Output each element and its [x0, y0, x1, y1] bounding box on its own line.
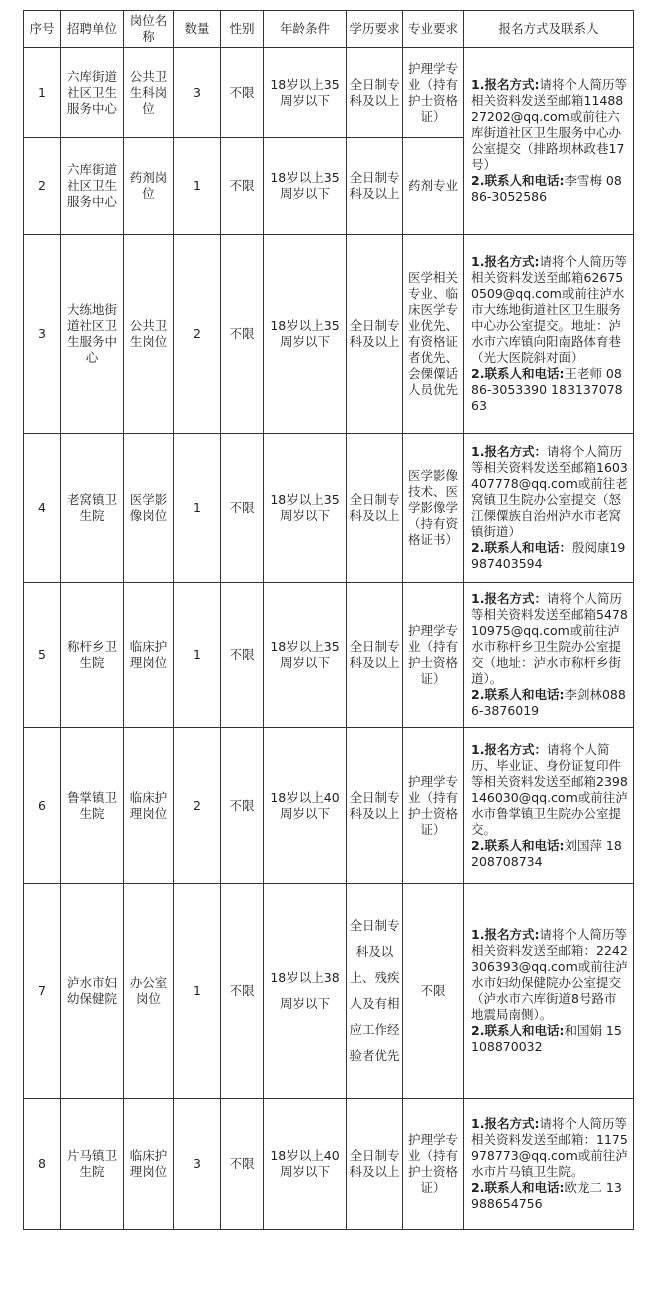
contact-text: 欧龙二 13988654756 [471, 1180, 622, 1211]
cell-no: 1 [24, 48, 61, 138]
cell-edu: 全日制专科及以上 [347, 583, 403, 728]
cell-count: 2 [174, 235, 221, 434]
cell-post: 药剂岗位 [124, 138, 174, 235]
cell-unit: 泸水市妇幼保健院 [61, 884, 124, 1099]
cell-post: 公共卫生岗位 [124, 235, 174, 434]
cell-count: 1 [174, 434, 221, 583]
cell-count: 1 [174, 583, 221, 728]
cell-contact [464, 1099, 634, 1230]
table-row [24, 884, 634, 1099]
cell-edu: 全日制专科及以上 [347, 728, 403, 884]
header-edu: 学历要求 [347, 11, 403, 48]
table-row [24, 583, 634, 728]
apply-label: 1.报名方式: [471, 254, 540, 269]
cell-unit: 鲁掌镇卫生院 [61, 728, 124, 884]
header-row [24, 11, 634, 48]
apply-text: 请将个人简历等相关资料发送至邮箱：1175978773@qq.com或前往泸水市片马镇卫生院。 [471, 1116, 628, 1179]
apply-text: 请将个人简历等相关资料发送至邮箱1148827202@qq.com或前往六库街道社区卫生服务中心办公室提交（排路坝林政巷17号） [471, 77, 627, 172]
cell-unit: 称杆乡卫生院 [61, 583, 124, 728]
apply-text: 请将个人简历等相关资料发送至邮箱547810975@qq.com或前往泸水市称杆乡卫生院办公室提交（地址：泸水市称杆乡街道）。 [471, 591, 628, 686]
apply-label: 1.报名方式: [471, 927, 540, 942]
cell-major: 医学影像技术、医学影像学（持有资格证书） [403, 434, 464, 583]
cell-no: 7 [24, 884, 61, 1099]
cell-no: 2 [24, 138, 61, 235]
table-row [24, 728, 634, 884]
cell-edu: 全日制专科及以上 [347, 48, 403, 138]
cell-edu: 全日制专科及以上 [347, 138, 403, 235]
header-count: 数量 [174, 11, 221, 48]
cell-gender: 不限 [221, 235, 264, 434]
cell-contact [464, 235, 634, 434]
cell-age: 18岁以上35周岁以下 [264, 583, 347, 728]
contact-label: 2.联系人和电话: [471, 1180, 565, 1195]
cell-contact [464, 728, 634, 884]
cell-contact [464, 583, 634, 728]
apply-label: 1.报名方式: [471, 77, 540, 92]
cell-major: 护理学专业（持有护士资格证） [403, 1099, 464, 1230]
cell-gender: 不限 [221, 884, 264, 1099]
cell-age: 18岁以上35周岁以下 [264, 434, 347, 583]
apply-text: 请将个人简历等相关资料发送至邮箱1603407778@qq.com或前往老窝镇卫生院办公室提交（怒江傈僳族自治州泸水市老窝镇街道） [471, 444, 628, 539]
cell-contact [464, 434, 634, 583]
cell-contact [464, 884, 634, 1099]
cell-gender: 不限 [221, 48, 264, 138]
cell-gender: 不限 [221, 583, 264, 728]
cell-post: 医学影像岗位 [124, 434, 174, 583]
contact-label: 2.联系人和电话: [471, 687, 565, 702]
header-contact: 报名方式及联系人 [464, 11, 634, 48]
cell-count: 3 [174, 48, 221, 138]
header-gender: 性别 [221, 11, 264, 48]
contact-text: 和国娟 15108870032 [471, 1023, 622, 1054]
cell-post: 临床护理岗位 [124, 1099, 174, 1230]
cell-age: 18岁以上40周岁以下 [264, 1099, 347, 1230]
contact-label: 2.联系人和电话: [471, 1023, 565, 1038]
cell-no: 6 [24, 728, 61, 884]
apply-label: 1.报名方式： [471, 741, 547, 757]
cell-edu: 全日制专科及以上、残疾人及有相应工作经验者优先 [347, 884, 403, 1099]
cell-gender: 不限 [221, 138, 264, 235]
cell-contact [464, 48, 634, 235]
contact-label: 2.联系人和电话: [471, 173, 565, 188]
contact-text: 王老师 0886-3053390 18313707863 [471, 366, 623, 413]
cell-unit: 老窝镇卫生院 [61, 434, 124, 583]
contact-text: 殷阅康19987403594 [471, 540, 626, 571]
cell-unit: 六库街道社区卫生服务中心 [61, 48, 124, 138]
contact-text: 李雪梅 0886-3052586 [471, 173, 622, 204]
contact-label: 2.联系人和电话: [471, 837, 565, 853]
apply-text: 请将个人简历等相关资料发送至邮箱626750509@qq.com或前往泸水市大练地街道社区卫生服务中心办公室提交。地址：泸水市六库镇向阳南路体育巷（光大医院斜对面） [471, 254, 627, 365]
apply-label: 1.报名方式: [471, 1116, 540, 1131]
apply-label: 1.报名方式： [471, 444, 547, 459]
contact-text: 李剑林0886-3876019 [471, 687, 626, 718]
cell-unit: 片马镇卫生院 [61, 1099, 124, 1230]
cell-unit: 大练地街道社区卫生服务中心 [61, 235, 124, 434]
cell-no: 5 [24, 583, 61, 728]
apply-text: 请将个人简历等相关资料发送至邮箱：2242306393@qq.com或前往泸水市妇幼保健院办公室提交（泸水市六库街道8号路市地震局南侧）。 [471, 927, 628, 1022]
cell-no: 4 [24, 434, 61, 583]
cell-no: 8 [24, 1099, 61, 1230]
cell-major: 药剂专业 [403, 138, 464, 235]
table-row [24, 235, 634, 434]
table-row [24, 48, 634, 138]
contact-label: 2.联系人和电话: [471, 366, 565, 381]
cell-major: 医学相关专业、临床医学专业优先、有资格证者优先、会傈僳话人员优先 [403, 235, 464, 434]
cell-gender: 不限 [221, 1099, 264, 1230]
header-age: 年龄条件 [264, 11, 347, 48]
cell-major: 护理学专业（持有护士资格证） [403, 728, 464, 884]
cell-age: 18岁以上35周岁以下 [264, 138, 347, 235]
table-row [24, 1099, 634, 1230]
contact-text: 刘国萍 18208708734 [471, 837, 622, 869]
cell-post: 临床护理岗位 [124, 583, 174, 728]
cell-major: 护理学专业（持有护士资格证） [403, 48, 464, 138]
header-no: 序号 [24, 11, 61, 48]
cell-age: 18岁以上40周岁以下 [264, 728, 347, 884]
cell-edu: 全日制专科及以上 [347, 235, 403, 434]
cell-gender: 不限 [221, 434, 264, 583]
cell-count: 2 [174, 728, 221, 884]
cell-post: 公共卫生科岗位 [124, 48, 174, 138]
cell-no: 3 [24, 235, 61, 434]
cell-edu: 全日制专科及以上 [347, 1099, 403, 1230]
apply-text: 请将个人简历、毕业证、身份证复印件等相关资料发送至邮箱2398146030@qq.com或前往泸水市鲁掌镇卫生院办公室提交。 [471, 741, 628, 837]
cell-age: 18岁以上35周岁以下 [264, 48, 347, 138]
cell-edu: 全日制专科及以上 [347, 434, 403, 583]
cell-gender: 不限 [221, 728, 264, 884]
cell-post: 临床护理岗位 [124, 728, 174, 884]
cell-major: 护理学专业（持有护士资格证） [403, 583, 464, 728]
cell-post: 办公室岗位 [124, 884, 174, 1099]
apply-label: 1.报名方式： [471, 591, 547, 606]
cell-age: 18岁以上35周岁以下 [264, 235, 347, 434]
table-row [24, 434, 634, 583]
cell-major: 不限 [403, 884, 464, 1099]
cell-unit: 六库街道社区卫生服务中心 [61, 138, 124, 235]
cell-count: 1 [174, 884, 221, 1099]
cell-count: 3 [174, 1099, 221, 1230]
header-major: 专业要求 [403, 11, 464, 48]
recruitment-table [23, 10, 634, 1230]
contact-label: 2.联系人和电话： [471, 540, 572, 555]
header-post: 岗位名称 [124, 11, 174, 48]
header-unit: 招聘单位 [61, 11, 124, 48]
cell-count: 1 [174, 138, 221, 235]
cell-age: 18岁以上38周岁以下 [264, 884, 347, 1099]
